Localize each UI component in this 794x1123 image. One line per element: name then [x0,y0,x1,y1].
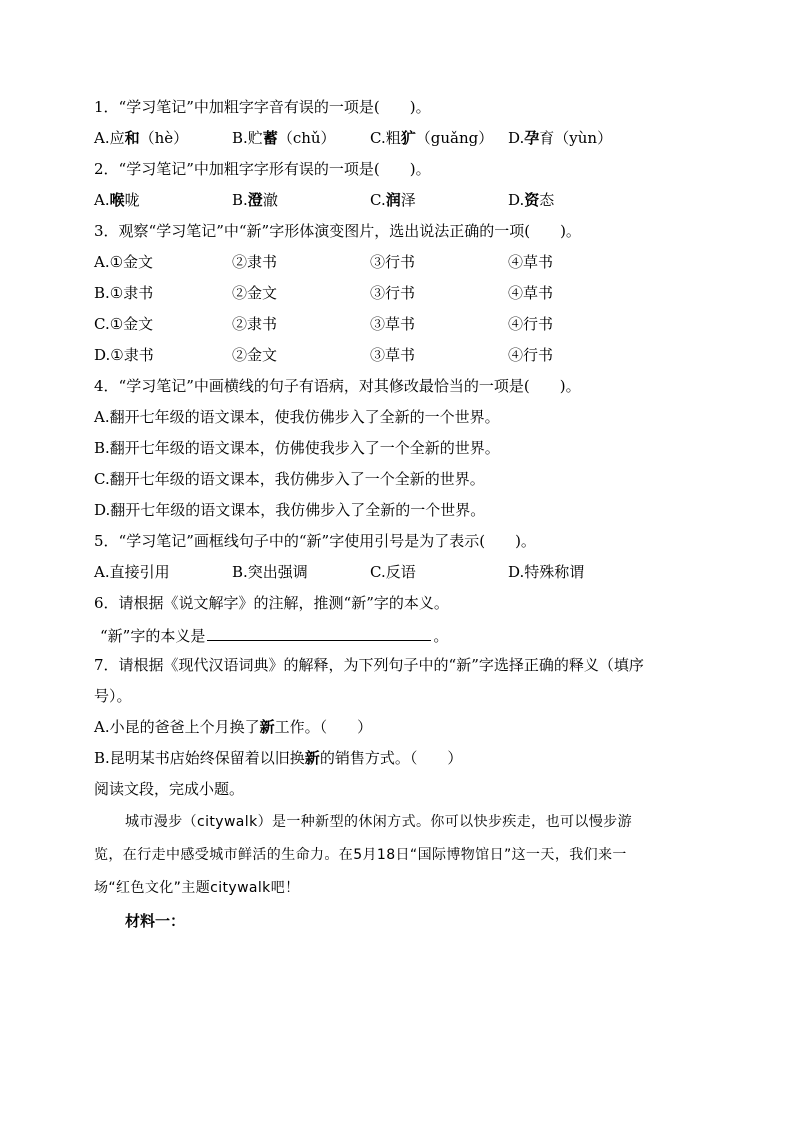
q5-option-b: B.突出强调 [232,563,308,581]
q5-option-d: D.特殊称谓 [508,563,585,581]
q5-option-c: C.反语 [370,563,416,581]
q2-option-c: C.润泽 [370,191,416,209]
q2-option-b: B.澄澈 [232,191,278,209]
q3-row-a-cell: ③行书 [370,253,416,271]
q3-row-d-cell: ②金文 [232,346,278,364]
q7-stem-line2: 号）。 [94,687,132,705]
q6-answer-label: “新”字的本义是 [100,627,206,645]
q6-answer-end: 。 [433,627,449,645]
reading-paragraph-line: 城市漫步（citywalk）是一种新型的休闲方式。你可以快步疾走，也可以慢步游 [125,814,632,830]
q3-row-a-cell: A.①金文 [94,253,154,271]
q3-row-a-cell: ④草书 [508,253,554,271]
reading-intro: 阅读文段，完成小题。 [94,780,245,798]
q1-stem: 1．“学习笔记”中加粗字字音有误的一项是( )。 [94,98,431,116]
q3-row-a-cell: ②隶书 [232,253,278,271]
q3-row-b-cell: ②金文 [232,284,278,302]
reading-paragraph-line: 场“红色文化”主题citywalk吧！ [94,880,300,896]
q3-row-d-cell: D.①隶书 [94,346,154,364]
q3-row-d-cell: ③草书 [370,346,416,364]
q5-stem: 5．“学习笔记”画框线句子中的“新”字使用引号是为了表示( )。 [94,532,536,550]
q3-row-c-cell: ④行书 [508,315,554,333]
q7-stem-line1: 7．请根据《现代汉语词典》的解释，为下列句子中的“新”字选择正确的释义（填序 [94,656,644,674]
q3-stem: 3．观察“学习笔记”中“新”字形体演变图片，选出说法正确的一项( )。 [94,222,581,240]
q4-option-d: D.翻开七年级的语文课本，我仿佛步入了全新的一个世界。 [94,501,486,519]
q6-stem: 6．请根据《说文解字》的注解，推测“新”字的本义。 [94,594,449,612]
q4-option-c: C.翻开七年级的语文课本，我仿佛步入了一个全新的世界。 [94,470,485,488]
q4-option-b: B.翻开七年级的语文课本，仿佛使我步入了一个全新的世界。 [94,439,500,457]
q4-stem: 4．“学习笔记”中画横线的句子有语病，对其修改最恰当的一项是( )。 [94,377,581,395]
q1-option-a: A.应和（hè） [94,129,189,147]
q7-item-a: A.小昆的爸爸上个月换了新工作。（ ） [94,718,373,736]
q7-item-b: B.昆明某书店始终保留着以旧换新的销售方式。（ ） [94,749,463,767]
material-one-label: 材料一： [125,912,186,930]
q2-option-a: A.喉咙 [94,191,140,209]
q4-option-a: A.翻开七年级的语文课本，使我仿佛步入了全新的一个世界。 [94,408,500,426]
q6-answer-blank[interactable] [207,624,431,641]
q3-row-b-cell: ④草书 [508,284,554,302]
q3-row-b-cell: B.①隶书 [94,284,154,302]
q2-option-d: D.资态 [508,191,555,209]
q3-row-c-cell: C.①金文 [94,315,154,333]
q3-row-c-cell: ②隶书 [232,315,278,333]
q1-option-d: D.孕育（yùn） [508,129,613,147]
reading-paragraph-line: 览，在行走中感受城市鲜活的生命力。在5月18日“国际博物馆日”这一天，我们来一 [94,847,627,863]
q3-row-b-cell: ③行书 [370,284,416,302]
q1-option-c: C.粗犷（guǎng） [370,129,494,147]
q3-row-c-cell: ③草书 [370,315,416,333]
q3-row-d-cell: ④行书 [508,346,554,364]
q1-option-b: B.贮蓄（chǔ） [232,129,336,147]
q2-stem: 2．“学习笔记”中加粗字字形有误的一项是( )。 [94,160,431,178]
q5-option-a: A.直接引用 [94,563,170,581]
q6-answer-line [100,624,448,646]
